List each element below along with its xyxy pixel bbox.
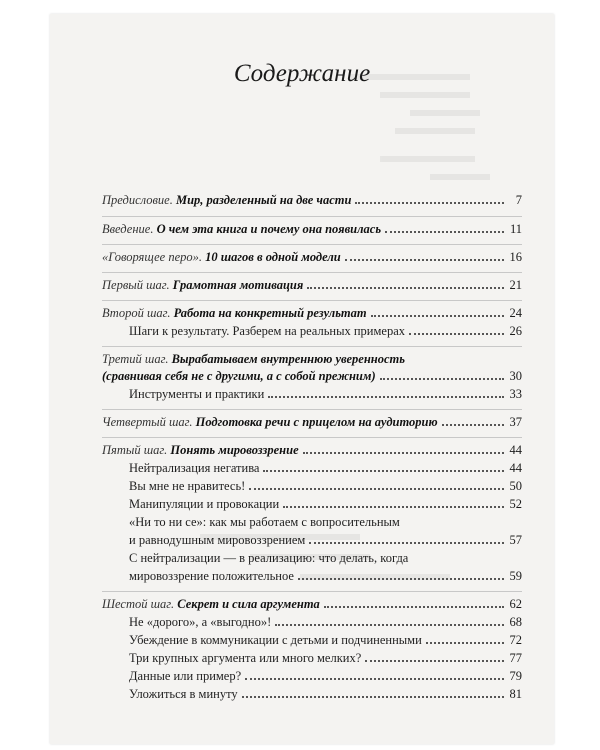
toc-entry: [102, 192, 522, 208]
toc-entry-page: 77: [509, 651, 522, 665]
toc-entry-page: 79: [509, 669, 522, 683]
dot-leader: [268, 395, 504, 398]
toc-entry-page: 7: [515, 193, 522, 207]
toc-entry-title: Секрет и сила аргумента: [177, 597, 320, 611]
toc-entry-page: 30: [509, 369, 522, 383]
dot-leader: [355, 201, 504, 204]
section-divider: [102, 591, 522, 592]
toc-subentry-title-continued: мировоззрение положительное: [129, 569, 294, 583]
toc-subentry-title: Вы мне не нравитесь!: [129, 479, 246, 493]
dot-leader: [275, 623, 504, 626]
toc-entry-label: «Говорящее перо».: [102, 250, 203, 264]
dot-leader: [263, 469, 504, 472]
dot-leader: [309, 541, 504, 544]
section-divider: [102, 272, 522, 273]
toc-entry-page: 44: [509, 443, 522, 457]
toc-entry-page: 33: [509, 387, 522, 401]
dot-leader: [371, 314, 504, 317]
toc-entry: [102, 277, 522, 293]
toc-entry: [102, 249, 522, 265]
toc-entry-title: Вырабатываем внутреннюю уверенность: [171, 352, 405, 366]
toc-entry-label: Второй шаг.: [102, 306, 171, 320]
toc-entry-page: 16: [509, 250, 522, 264]
dot-leader: [385, 230, 504, 233]
toc-entry: [102, 414, 522, 430]
toc-subentry: [129, 686, 522, 702]
toc-subentry: [129, 532, 522, 548]
toc-subentry-title-continued: и равнодушным мировоззрением: [129, 533, 306, 547]
toc-entry: [102, 368, 522, 384]
toc-subentry: [129, 650, 522, 666]
toc-entry-page: 37: [509, 415, 522, 429]
toc-subentry-title: Шаги к результату. Разберем на реальных примерах: [129, 324, 405, 338]
toc-entry-page: 44: [509, 461, 522, 475]
toc-entry-title: Грамотная мотивация: [172, 278, 304, 292]
toc-entry: [102, 305, 522, 321]
toc-subentry-title: Инструменты и практики: [129, 387, 265, 401]
toc-subentry-first-line: С нейтрализации — в реализацию: что делать, когда: [129, 551, 409, 565]
section-divider: [102, 216, 522, 217]
dot-leader: [345, 258, 504, 261]
toc-entry-title: Работа на конкретный результат: [173, 306, 367, 320]
toc-entry-title: Мир, разделенный на две части: [175, 193, 352, 207]
toc-subentry: [129, 323, 522, 339]
toc-subentry-title: Уложиться в минуту: [129, 687, 238, 701]
section-divider: [102, 346, 522, 347]
dot-leader: [249, 487, 504, 490]
toc-entry: [102, 442, 522, 458]
toc-entry-label: Шестой шаг.: [102, 597, 175, 611]
toc-entry-label: Четвертый шаг.: [102, 415, 193, 429]
toc-subentry: [129, 632, 522, 648]
book-page: [50, 14, 554, 744]
toc-entry-title: О чем эта книга и почему она появилась: [156, 222, 382, 236]
toc-subentry: [129, 614, 522, 630]
section-divider: [102, 409, 522, 410]
toc-entry-title: Подготовка речи с прицелом на аудиторию: [195, 415, 438, 429]
dot-leader: [283, 505, 504, 508]
toc-entry-page: 57: [509, 533, 522, 547]
toc-entry: [102, 221, 522, 237]
toc-subentry-title: Манипуляции и провокации: [129, 497, 280, 511]
toc-entry-page: 50: [509, 479, 522, 493]
dot-leader: [242, 695, 504, 698]
toc-subentry-title: Убеждение в коммуникации с детьми и подчиненными: [129, 633, 422, 647]
toc-subentry: [129, 496, 522, 512]
toc-entry-page: 68: [509, 615, 522, 629]
dot-leader: [324, 605, 504, 608]
toc-entry-page: 62: [509, 597, 522, 611]
toc-subentry: [129, 478, 522, 494]
toc-entry-page: 59: [509, 569, 522, 583]
toc-entry-page: 21: [509, 278, 522, 292]
dot-leader: [426, 641, 504, 644]
dot-leader: [245, 677, 504, 680]
toc-entry: [102, 596, 522, 612]
section-divider: [102, 300, 522, 301]
toc-subentry: [129, 568, 522, 584]
toc-entry-title: Понять мировоззрение: [170, 443, 299, 457]
toc-subentry-first-line: «Ни то ни се»: как мы работаем с вопросительным: [129, 515, 400, 529]
toc-entry-label: Введение.: [102, 222, 154, 236]
toc-entry-label: Пятый шаг.: [102, 443, 168, 457]
toc-subentry: [129, 386, 522, 402]
page-title: Содержание: [233, 60, 371, 87]
toc-entry-title-continued: (сравнивая себя не с другими, а с собой прежним): [102, 369, 376, 383]
toc-entry-label: Третий шаг.: [102, 352, 169, 366]
toc-entry-label: Предисловие.: [102, 193, 173, 207]
section-divider: [102, 244, 522, 245]
dot-leader: [380, 377, 504, 380]
toc-entry-title: 10 шагов в одной модели: [205, 250, 341, 264]
dot-leader: [307, 286, 504, 289]
toc-subentry-title: Не «дорого», а «выгодно»!: [129, 615, 272, 629]
dot-leader: [442, 423, 504, 426]
dot-leader: [365, 659, 504, 662]
toc-subentry-title: Нейтрализация негатива: [129, 461, 260, 475]
toc-entry-label: Первый шаг.: [102, 278, 170, 292]
toc-subentry: [129, 668, 522, 684]
dot-leader: [409, 332, 504, 335]
dot-leader: [298, 577, 504, 580]
section-divider: [102, 437, 522, 438]
toc-subentry-title: Данные или пример?: [129, 669, 242, 683]
toc-entry-page: 52: [509, 497, 522, 511]
toc-entry-page: 72: [509, 633, 522, 647]
dot-leader: [303, 451, 504, 454]
toc-entry-first-line: [102, 351, 522, 367]
toc-entry-page: 24: [509, 306, 522, 320]
toc-entry-page: 11: [509, 222, 522, 236]
toc-entry-page: 26: [509, 324, 522, 338]
toc-subentry: [129, 460, 522, 476]
toc-subentry-title: Три крупных аргумента или много мелких?: [129, 651, 362, 665]
toc-entry-page: 81: [509, 687, 522, 701]
